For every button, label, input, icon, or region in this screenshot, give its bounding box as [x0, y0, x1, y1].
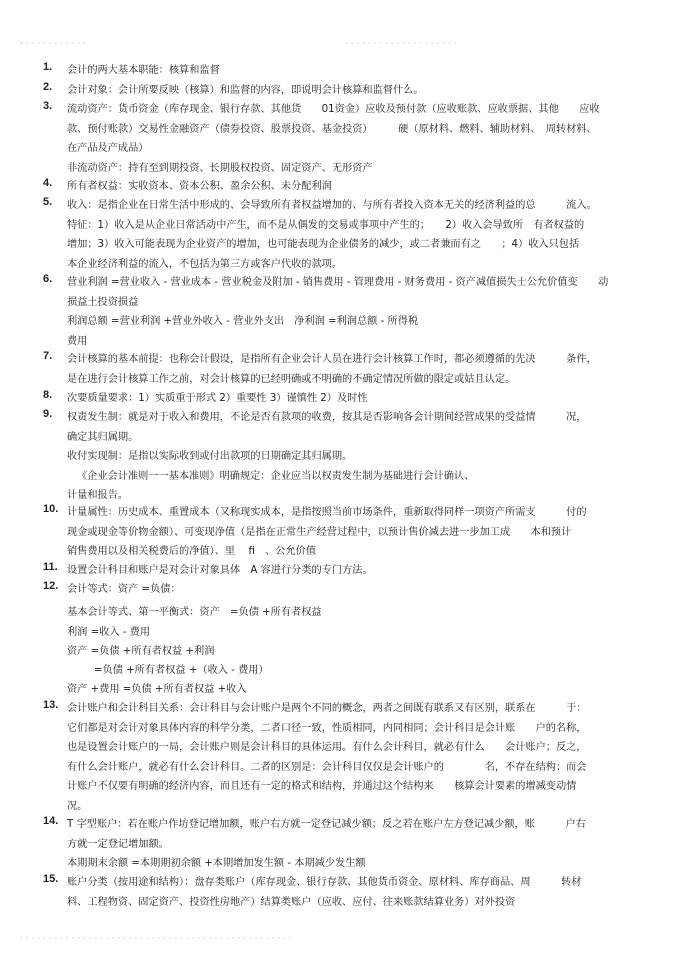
item-number: 10. — [43, 503, 59, 515]
list-item — [43, 503, 658, 562]
equation-line: =负债 +所有者权益 +（收入 - 费用） — [94, 665, 269, 676]
item-number: 8. — [43, 389, 53, 401]
item-text: 也是设置会计账户的一局，会计账户则是会计科目的具体运用。有什么会计科目，就必有什么 会计账户；反之， — [67, 742, 587, 753]
item-text: 流动资产：货币资金（库存现金、银行存款、其他货 01资金）应收及预付款（应收账款、应收票据、其他 应收 — [67, 104, 600, 115]
item-text: 利润总额 =营业利润 +营业外收入 - 营业外支出 净利润 =利润总额 - 所得税 — [67, 316, 419, 327]
decorative-dots: · · · · · · · · · · · · · · · · · · · · · · · · · · · · · · · · · · · · · · · · · · · · · · · · — [20, 934, 292, 944]
item-text: 它们都是对会计对象具体内容的科学分类，二者口径一致，性质相同，内同相同；会计科目是会计账 户的名称， — [67, 722, 587, 734]
item-number: 5. — [43, 196, 53, 208]
item-number: 14. — [43, 815, 59, 827]
item-number: 7. — [43, 350, 53, 362]
item-text: 所有者权益：实收资本、资本公积、盈余公积、未分配利润 — [67, 181, 332, 192]
item-number: 4. — [43, 177, 53, 189]
item-text: 费用 — [67, 335, 88, 347]
item-text: T 字型账户：若在账户作坊登记增加额，账户右方就一定登记减少额；反之若在账户左方登记减少额，账 户右 — [67, 819, 586, 830]
list-item — [43, 177, 658, 197]
item-text: 营业利润 =营业收入 - 营业成本 - 营业税金及附加 - 销售费用 - 管理费用 - 财务费用 - 资产减值损失士公允价值变 动 — [67, 277, 609, 288]
item-number: 2. — [43, 81, 53, 93]
item-text: 特征：1）收入是从企业日常活动中产生，而不是从偶发的交易或事项中产生的； 2）收入会导致所 有者权益的 — [67, 219, 585, 231]
item-text: 在产品及产成品） — [67, 143, 149, 154]
item-text: 况。 — [67, 800, 88, 812]
item-text: 是在进行会计核算工作之前，对会计核算的已经明确或不明确的不确定情况所做的限定或姑且认定。 — [67, 373, 516, 385]
item-number: 1. — [43, 61, 53, 73]
list-item — [43, 81, 658, 101]
item-number: 6. — [43, 273, 53, 285]
item-text: 会计等式：资产 =负债： — [67, 584, 181, 595]
item-text: 本期期末余额 =本期期初余额 +本期增加发生额 - 本期减少发生额 — [67, 858, 366, 869]
item-text: 会计账户和会计科目关系：会计科目与会计账户是两个不同的概念，两者之间既有联系又有区别，联系在 于： — [67, 703, 587, 714]
decorative-dots: · · · · · · · · · · · · — [20, 39, 86, 49]
list-item — [43, 815, 658, 874]
list-item — [43, 196, 658, 274]
item-text: 会计的两大基本职能：核算和监督 — [67, 65, 220, 76]
item-text: 设置会计科目和账户是对会计对象具体 A 容进行分类的专门方法。 — [67, 565, 373, 576]
list-item — [43, 389, 658, 409]
item-text: 本企业经济利益的流入，不包括为第三方或客户代收的款项。 — [67, 258, 343, 270]
item-text: 方就一定登记增加额。 — [67, 838, 169, 850]
item-number: 11. — [43, 561, 58, 573]
item-text: 损益土投资损益 — [67, 296, 139, 308]
item-number: 15. — [43, 873, 59, 885]
item-text: 《企业会计准则一一基本准则》明确规定：企业应当以权责发生制为基础进行会计确认、 — [77, 470, 475, 482]
list-item — [43, 100, 658, 178]
list-item — [43, 350, 658, 389]
item-text: 计账户不仅要有明确的经济内容，而且还有一定的格式和结构，并通过这个结构来 核算会计要素的增减变动情 — [67, 781, 577, 792]
list-item — [43, 61, 658, 81]
decorative-dots: · · · · · · · · · · · · · · · · · · · · — [345, 39, 457, 49]
item-text: 账户分类（按用途和结构）：盘存类账户（库存现金、银行存款、其他货币资金、原材料、库存商品、周 转材 — [67, 877, 582, 888]
list-item — [43, 561, 658, 581]
item-number: 12. — [43, 580, 59, 592]
item-text: 有什么会计账户，就必有什么会计科目。二者的区别是：会计科目仅仅是会计账户的 名，不存在结构；而会 — [67, 761, 587, 773]
item-text: 计量属性：历史成本、重置成本（又称现实成本，是指按照当前市场条件，重新取得同样一项资产所需支 付的 — [67, 507, 587, 518]
item-text: 会计对象：会计所要反映（核算）和监督的内容，即说明会计核算和监督什么。 — [67, 85, 424, 96]
item-text: 会计核算的基本前提：也称会计假设，是指所有企业会计人员在进行会计核算工作时，都必须遵循的先决 条件， — [67, 354, 597, 365]
item-text: 收入：是指企业在日常生活中形成的、会导致所有者权益增加的、与所有者投入资本无关的经济利益的总 流入。 — [67, 200, 597, 211]
list-item — [43, 699, 658, 816]
item-text: 非流动资产：持有至到期投资、长期股权投资、固定资产、无形资产 — [67, 162, 373, 174]
equation-line: 资产 =负债 +所有者权益 +利润 — [67, 646, 215, 657]
item-text: 计量和报告。 — [67, 490, 129, 501]
item-text: 次要质量要求：1）实质重于形式 2）重要性 3）谨慎性 2）及时性 — [67, 393, 368, 404]
list-item — [43, 408, 658, 506]
item-text: 销售费用以及相关税费后的净值）、里 fi 、公允价值 — [67, 546, 317, 557]
item-text: 收付实现制：是指以实际收到或付出款项的日期确定其归属期。 — [67, 451, 353, 462]
equation-line: 基本会计等式、第一平衡式：资产 =负债 +所有者权益 — [67, 607, 322, 618]
item-text: 增加；3）收入可能表现为企业资产的增加，也可能表现为企业债务的减少，或二者兼而有之 ；4）收入只包括 — [67, 239, 580, 250]
item-text: 料、工程物资、固定资产、投资性房地产）结算类账户（应收、应付、往来账款结算业务）对外投资 — [67, 896, 516, 908]
item-number: 13. — [43, 699, 59, 711]
equation-line: 资产 +费用 =负债 +所有者权益 +收入 — [67, 684, 247, 695]
list-item — [43, 273, 658, 351]
item-text: 权责发生制：就是对于收入和费用，不论是否有款项的收费，按其是否影响各会计期间经营成果的受益情 况， — [67, 412, 587, 423]
item-number: 3. — [43, 100, 53, 112]
item-text: 款、预付账款）交易性金融资产（债券投资、股票投资、基金投资） 硬（原材料、燃料、辅助材料、 周转材料、 — [67, 123, 597, 135]
list-item — [43, 873, 658, 912]
item-number: 9. — [43, 408, 53, 420]
item-text: 现金或现金等价物金额）、可变现净值（是指在正常生产经营过程中，以预计售价减去进一步加工成 本和预计 — [67, 526, 572, 538]
list-item — [43, 580, 658, 600]
equation-line: 利润 =收入 - 费用 — [67, 627, 151, 638]
item-text: 确定其归属期。 — [67, 431, 139, 443]
